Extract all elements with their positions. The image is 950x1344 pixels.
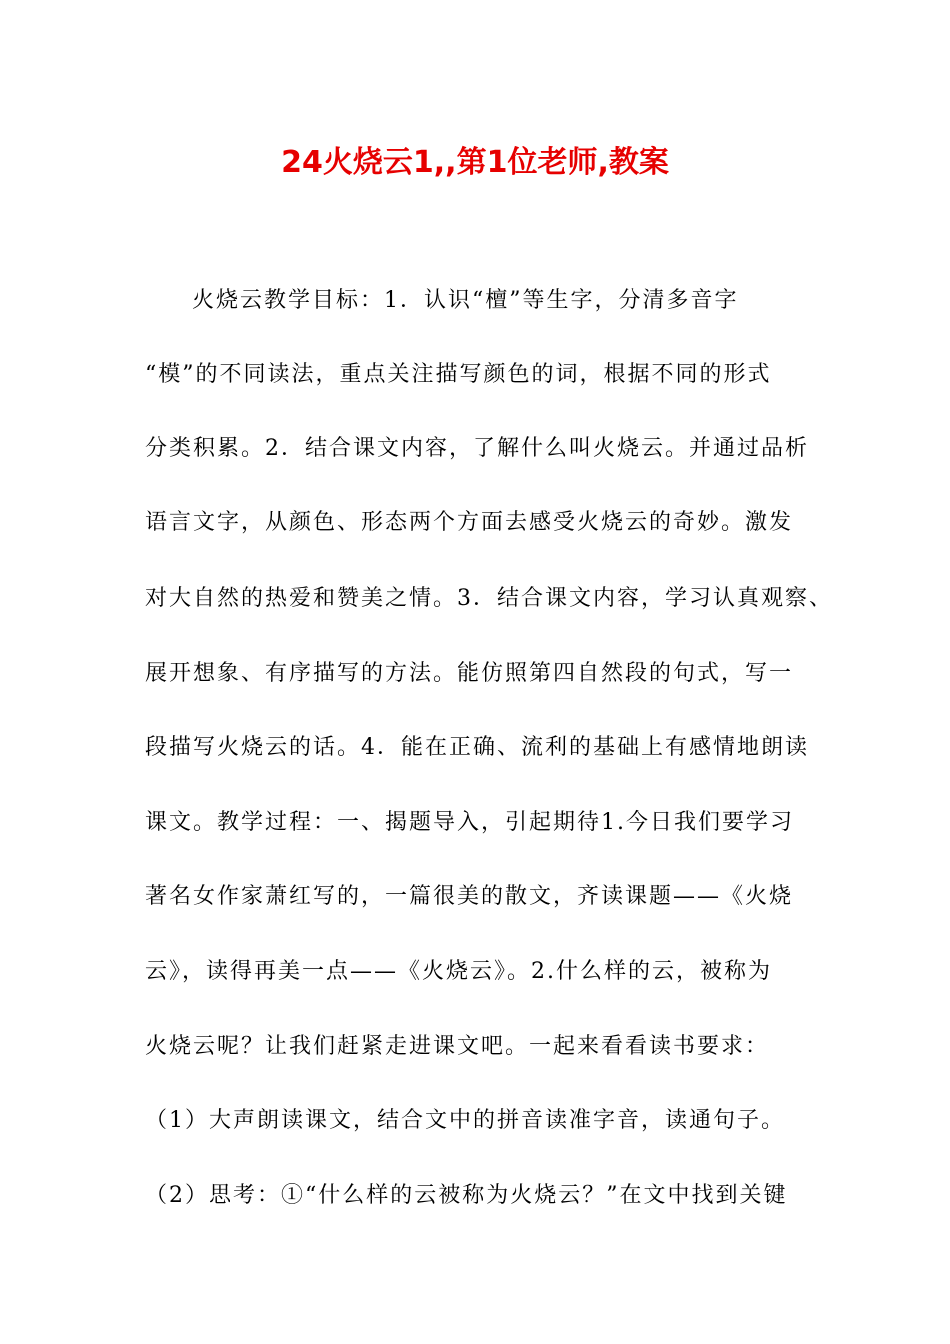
paragraph-line-9: 著名女作家萧红写的，一篇很美的散文，齐读课题——《火烧 xyxy=(145,884,794,909)
paragraph-line-8: 课文。教学过程：一、揭题导入，引起期待1.今日我们要学习 xyxy=(145,810,794,835)
paragraph-line-3: 分类积累。2．结合课文内容，了解什么叫火烧云。并通过品析 xyxy=(145,436,809,461)
paragraph-line-10: 云》，读得再美一点——《火烧云》。2.什么样的云，被称为 xyxy=(145,959,772,984)
paragraph-line-5: 对大自然的热爱和赞美之情。3．结合课文内容，学习认真观察、 xyxy=(145,586,833,611)
paragraph-line-6: 展开想象、有序描写的方法。能仿照第四自然段的句式，写一 xyxy=(145,661,794,686)
paragraph-line-12: （1）大声朗读课文，结合文中的拼音读准字音，读通句子。 xyxy=(145,1108,785,1133)
paragraph-line-4: 语言文字，从颜色、形态两个方面去感受火烧云的奇妙。激发 xyxy=(145,510,794,535)
document-title: 24火烧云1,,第1位老师,教案 xyxy=(281,145,669,180)
paragraph-line-13: （2）思考：①“什么样的云被称为火烧云？”在文中找到关键 xyxy=(145,1183,788,1208)
paragraph-line-1: 火烧云教学目标：1．认识“檀”等生字，分清多音字 xyxy=(192,288,739,313)
paragraph-line-2: “模”的不同读法，重点关注描写颜色的词，根据不同的形式 xyxy=(145,362,772,387)
paragraph-line-7: 段描写火烧云的话。4．能在正确、流利的基础上有感情地朗读 xyxy=(145,735,809,760)
paragraph-line-11: 火烧云呢？让我们赶紧走进课文吧。一起来看看读书要求： xyxy=(145,1034,770,1059)
